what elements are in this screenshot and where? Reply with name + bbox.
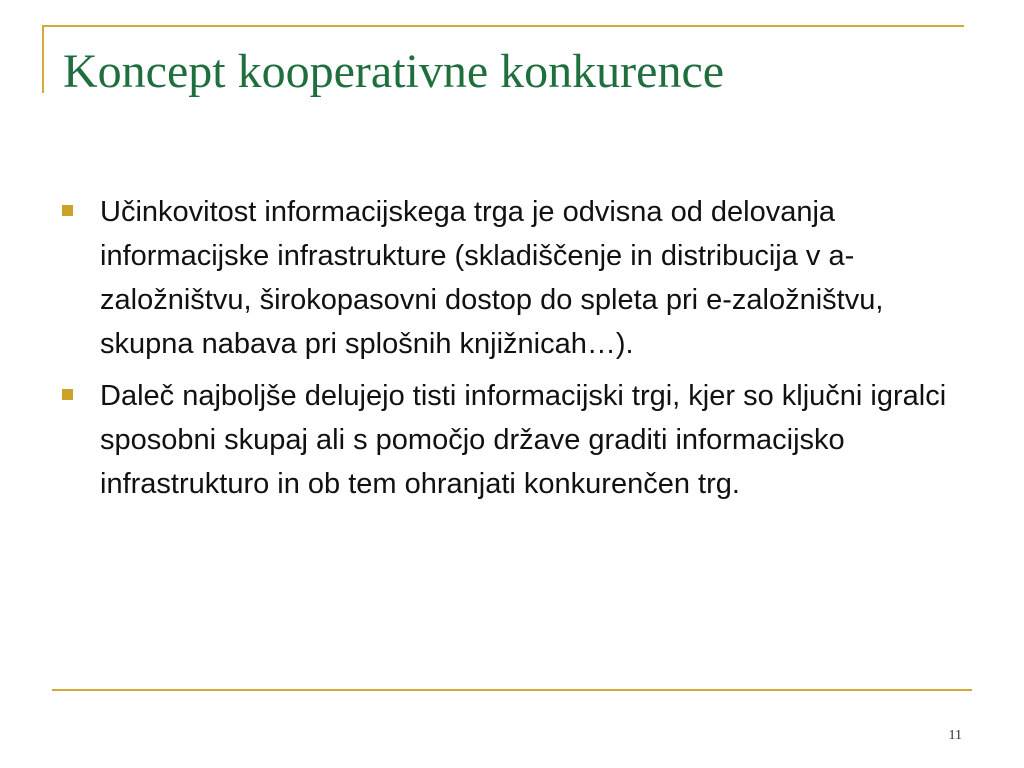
slide-number: 11 (948, 728, 962, 743)
square-bullet-icon (62, 389, 73, 400)
bullet-text: Učinkovitost informacijskega trga je odvisna od delovanja informacijske infrastrukture (skladiščenje in distribucija v a-založništvu, širokopasovni dostop do spleta pri e-založništvu, skupna nabava pri splošnih knjižnicah…). (100, 196, 884, 360)
bullet-list (60, 190, 960, 514)
bullet-item (60, 190, 960, 366)
bullet-item (60, 374, 960, 506)
bullet-text: Daleč najboljše delujejo tisti informacijski trgi, kjer so ključni igralci sposobni skupaj ali s pomočjo države graditi informacijsko infrastrukturo in ob tem ohranjati konkurenčen trg. (100, 380, 947, 500)
footer-divider (52, 689, 972, 691)
frame-top-line (42, 25, 964, 27)
square-bullet-icon (62, 205, 73, 216)
slide-title: Koncept kooperativne konkurence (63, 45, 725, 98)
frame-vertical-line (42, 25, 44, 93)
